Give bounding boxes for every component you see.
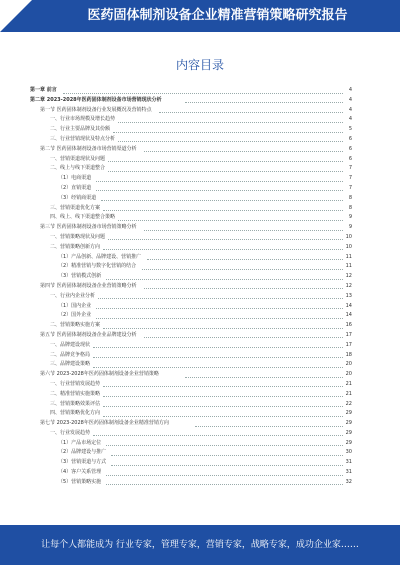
toc-entry-text: 二、行业主要品牌及其份额 [50, 126, 111, 133]
toc-page-number: 9 [348, 214, 352, 221]
toc-entry[interactable] [30, 409, 352, 419]
toc-entry[interactable] [30, 468, 352, 478]
toc-page-number: 4 [348, 116, 352, 123]
toc-entry-text: 一、行业发展趋势 [50, 429, 91, 436]
toc-page-number: 10 [345, 243, 352, 250]
toc-entry-text: （1）国内企业 [58, 302, 92, 309]
toc-page-number: 32 [345, 478, 352, 485]
toc-dot-leader [106, 445, 343, 446]
table-of-contents [30, 86, 352, 488]
toc-entry-text: 四、线上、线下渠道整合策略 [50, 214, 116, 221]
toc-entry[interactable] [30, 419, 352, 429]
toc-dot-leader [103, 249, 343, 250]
toc-entry-text: 第五节 医药固体制剂设备企业品牌建设分析 [40, 331, 137, 338]
toc-page-number: 4 [348, 87, 352, 93]
toc-entry[interactable] [30, 439, 352, 449]
toc-entry-text: （2）直销渠道 [58, 184, 92, 191]
toc-dot-leader [103, 386, 343, 387]
toc-page-number: 5 [348, 126, 352, 133]
toc-entry-text: （2）国外企业 [58, 312, 92, 319]
toc-entry[interactable] [30, 164, 352, 174]
toc-dot-leader [103, 328, 343, 329]
toc-page-number: 9 [348, 224, 352, 231]
toc-entry[interactable] [30, 204, 352, 214]
toc-dot-leader [101, 200, 343, 201]
toc-entry-text: 第一节 医药固体制剂设备行业发展概况及营销特点 [40, 106, 152, 113]
toc-entry-text: 二、营销策略创新方向 [50, 243, 101, 250]
toc-page-number: 7 [348, 175, 352, 182]
toc-page-number: 10 [345, 233, 352, 240]
toc-dot-leader [103, 416, 343, 417]
toc-entry[interactable] [30, 96, 352, 106]
toc-entry-text: （3）营销模式创新 [58, 273, 102, 280]
toc-page-number: 13 [345, 292, 352, 299]
toc-entry[interactable] [30, 380, 352, 390]
toc-page-number: 11 [345, 263, 352, 270]
toc-entry-text: 第一章 前言 [30, 87, 57, 93]
toc-entry[interactable] [30, 321, 352, 331]
toc-page-number: 8 [348, 204, 352, 211]
toc-page-number: 7 [348, 165, 352, 172]
toc-entry[interactable] [30, 213, 352, 223]
toc-entry[interactable] [30, 174, 352, 184]
toc-entry[interactable] [30, 272, 352, 282]
toc-dot-leader [111, 455, 343, 456]
toc-page-number: 22 [345, 400, 352, 407]
footer-slogan: 让每个人都能成为 行业专家，管理专家，营销专家，战略专家，成功企业家…… [41, 540, 359, 550]
toc-entry-text: （2）品牌建设与推广 [58, 449, 107, 456]
toc-entry[interactable] [30, 262, 352, 272]
toc-entry[interactable] [30, 253, 352, 263]
toc-dot-leader [118, 122, 343, 123]
toc-page-number: 21 [345, 390, 352, 397]
toc-entry[interactable] [30, 390, 352, 400]
toc-entry-text: 一、行业内企业分析 [50, 292, 96, 299]
report-footer [0, 525, 400, 565]
toc-entry[interactable] [30, 282, 352, 292]
toc-entry[interactable] [30, 86, 352, 96]
toc-page-number: 30 [345, 449, 352, 456]
toc-dot-leader [103, 210, 343, 211]
toc-dot-leader [142, 269, 343, 270]
toc-page-number: 18 [345, 351, 352, 358]
toc-entry[interactable] [30, 155, 352, 165]
toc-entry[interactable] [30, 135, 352, 145]
toc-page-number: 6 [348, 145, 352, 152]
toc-entry-text: （3）营销渠道与方式 [58, 459, 107, 466]
toc-page-number: 17 [345, 331, 352, 338]
toc-dot-leader [63, 93, 343, 94]
toc-entry-text: 第三节 医药固体制剂设备市场营销策略分析 [40, 224, 137, 231]
toc-page-number: 8 [348, 194, 352, 201]
toc-entry[interactable] [30, 400, 352, 410]
toc-page-number: 4 [348, 106, 352, 113]
toc-dot-leader [144, 288, 343, 289]
toc-page-number: 20 [345, 371, 352, 378]
toc-dot-leader [106, 475, 343, 476]
toc-dot-leader [103, 396, 343, 397]
toc-entry-text: （2）精准营销与数字化营销的结合 [58, 263, 137, 270]
toc-page-number: 7 [348, 184, 352, 191]
toc-page-number: 31 [345, 459, 352, 466]
toc-entry-text: 二、品牌竞争格局 [50, 351, 91, 358]
toc-dot-leader [147, 259, 343, 260]
toc-dot-leader [98, 298, 343, 299]
toc-entry[interactable] [30, 223, 352, 233]
toc-entry[interactable] [30, 243, 352, 253]
toc-page-number: 4 [348, 96, 352, 103]
toc-entry-text: 三、行业营销现状及特点分析 [50, 135, 116, 142]
toc-page-number: 12 [345, 282, 352, 289]
toc-entry-text: 第四节 医药固体制剂设备企业营销策略分析 [40, 282, 137, 289]
toc-entry[interactable] [30, 429, 352, 439]
toc-entry-text: 三、营销策略效果评估 [50, 400, 101, 407]
toc-dot-leader [159, 112, 343, 113]
toc-dot-leader [108, 239, 343, 240]
toc-entry-text: 一、营销策略现状及问题 [50, 233, 106, 240]
toc-entry-text: （1）电商渠道 [58, 175, 92, 182]
toc-entry-text: 三、营销渠道优化方案 [50, 204, 101, 211]
toc-dot-leader [118, 141, 343, 142]
toc-entry-text: 一、行业营销发展趋势 [50, 380, 101, 387]
toc-entry[interactable] [30, 458, 352, 468]
toc-page-number: 29 [345, 429, 352, 436]
toc-dot-leader [118, 220, 343, 221]
toc-page-number: 11 [345, 253, 352, 260]
toc-page-number: 16 [345, 322, 352, 329]
toc-dot-leader [96, 318, 343, 319]
toc-entry-text: （1）产品创新、品牌建设、营销推广 [58, 253, 142, 260]
toc-page-number: 29 [345, 420, 352, 427]
toc-entry[interactable] [30, 331, 352, 341]
toc-entry-text: 第七节 2023-2028年医药固体制剂设备企业精准营销方向 [40, 420, 169, 427]
report-header [0, 0, 400, 32]
toc-dot-leader [93, 347, 343, 348]
toc-entry-text: （4）客户关系管理 [58, 469, 102, 476]
toc-dot-leader [108, 161, 343, 162]
toc-entry[interactable] [30, 233, 352, 243]
toc-entry[interactable] [30, 184, 352, 194]
toc-entry[interactable] [30, 292, 352, 302]
toc-page-number: 6 [348, 155, 352, 162]
toc-dot-leader [93, 435, 343, 436]
toc-entry[interactable] [30, 194, 352, 204]
toc-entry[interactable] [30, 370, 352, 380]
toc-page-number: 31 [345, 469, 352, 476]
toc-entry-text: 一、品牌建设现状 [50, 341, 91, 348]
toc-entry-text: 一、行业市场规模及增长趋势 [50, 116, 116, 123]
toc-page-number: 29 [345, 410, 352, 417]
toc-entry[interactable] [30, 360, 352, 370]
toc-entry-text: 二、精准营销实施策略 [50, 390, 101, 397]
toc-page-number: 21 [345, 380, 352, 387]
toc-dot-leader [106, 279, 343, 280]
toc-entry[interactable] [30, 351, 352, 361]
toc-entry[interactable] [30, 341, 352, 351]
toc-dot-leader [185, 102, 343, 103]
toc-dot-leader [195, 426, 343, 427]
toc-dot-leader [106, 484, 343, 485]
toc-dot-leader [96, 181, 343, 182]
toc-entry[interactable] [30, 125, 352, 135]
toc-entry-text: 第二章 2023-2028年医药固体制剂设备市场营销现状分析 [30, 96, 162, 103]
toc-entry[interactable] [30, 106, 352, 116]
toc-dot-leader [103, 406, 343, 407]
toc-dot-leader [111, 465, 343, 466]
toc-page-number: 17 [345, 341, 352, 348]
toc-entry[interactable] [30, 448, 352, 458]
toc-dot-leader [96, 190, 343, 191]
toc-entry[interactable] [30, 311, 352, 321]
report-title: 医药固体制剂设备企业精准营销策略研究报告 [87, 8, 348, 23]
toc-dot-leader [96, 308, 343, 309]
header-corner-cut [0, 0, 32, 32]
toc-dot-leader [93, 367, 343, 368]
toc-page-number: 20 [345, 361, 352, 368]
toc-dot-leader [144, 151, 343, 152]
toc-dot-leader [185, 377, 343, 378]
toc-entry-text: （3）经销商渠道 [58, 194, 97, 201]
toc-entry-text: 四、营销策略优化方向 [50, 410, 101, 417]
toc-entry-text: 一、营销渠道现状及问题 [50, 155, 106, 162]
toc-page-number: 29 [345, 439, 352, 446]
toc-entry[interactable] [30, 115, 352, 125]
toc-entry-text: 二、线上与线下渠道整合 [50, 165, 106, 172]
toc-dot-leader [144, 230, 343, 231]
toc-entry-text: 二、营销策略实施方案 [50, 322, 101, 329]
toc-page-number: 14 [345, 302, 352, 309]
toc-entry-text: 第二节 医药固体制剂设备市场营销渠道分析 [40, 145, 137, 152]
toc-page-number: 14 [345, 312, 352, 319]
toc-dot-leader [113, 132, 343, 133]
toc-entry[interactable] [30, 302, 352, 312]
toc-page-number: 6 [348, 135, 352, 142]
toc-dot-leader [108, 171, 343, 172]
toc-entry[interactable] [30, 145, 352, 155]
toc-entry-text: 第六节 2023-2028年医药固体制剂设备企业营销策略 [40, 371, 159, 378]
toc-dot-leader [144, 337, 343, 338]
toc-entry[interactable] [30, 478, 352, 488]
toc-entry-text: （1）产品市场定位 [58, 439, 102, 446]
toc-entry-text: （5）营销策略实施 [58, 478, 102, 485]
toc-page-number: 12 [345, 273, 352, 280]
toc-dot-leader [93, 357, 343, 358]
toc-heading: 内容目录 [175, 58, 224, 72]
toc-entry-text: 三、品牌建设策略 [50, 361, 91, 368]
